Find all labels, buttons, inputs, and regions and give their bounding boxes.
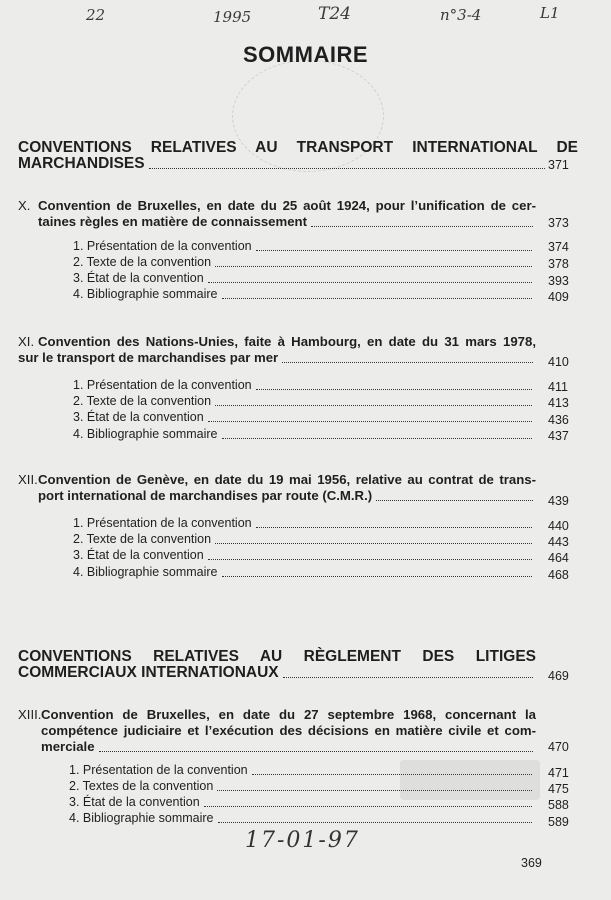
page-number: 468 [548,568,569,582]
entry-title-line: port international de marchandises par route (C.M.R.) [38,488,373,503]
page-number: 413 [548,396,569,410]
entry-number: XI. [18,334,35,349]
section-heading-line: CONVENTIONS RELATIVES AU RÈGLEMENT DES LITIGES [18,648,536,665]
page-title: SOMMAIRE [243,42,368,67]
section-heading-line: CONVENTIONS RELATIVES AU TRANSPORT INTERNATIONAL DE [18,139,578,156]
handwritten-number: 22 [86,6,106,24]
entry-title-line: Convention de Bruxelles, en date du 27 septembre 1968, concernant la [41,707,536,722]
toc-item: 4. Bibliographie sommaire [73,286,535,302]
entry-title-line: compétence judiciaire et l’exécution des décisions en matière civile et com- [41,723,536,738]
page-number: 440 [548,519,569,533]
entry-title-line: Convention des Nations-Unies, faite à Hambourg, en date du 31 mars 1978, [38,334,536,349]
page-number: 443 [548,535,569,549]
entry-title-line: taines règles en matière de connaissement [38,214,307,229]
page-number: 409 [548,290,569,304]
page-number: 439 [548,494,569,508]
entry-number: X. [18,198,31,213]
toc-item: 2. Texte de la convention [73,393,535,409]
page-number: 411 [548,380,568,394]
toc-item: 1. Présentation de la convention [69,762,535,778]
convention-entry [18,472,536,504]
page-number: 470 [548,740,569,754]
toc-item: 1. Présentation de la convention [73,377,535,393]
section-heading [18,140,578,172]
toc-item: 3. État de la convention [73,547,535,563]
toc-item: 2. Texte de la convention [73,254,535,270]
convention-entry [18,198,536,230]
page-number: 437 [548,429,569,443]
handwritten-code: T24 [318,4,351,24]
toc-item: 1. Présentation de la convention [73,238,535,254]
page-number: 410 [548,355,569,369]
entry-title-line: merciale [41,739,95,754]
page-number: 464 [548,551,569,565]
toc-item: 4. Bibliographie sommaire [73,426,535,442]
page-number: 471 [548,766,569,780]
page-number: 378 [548,257,569,271]
toc-item: 1. Présentation de la convention [73,515,535,531]
toc-item: 3. État de la convention [69,794,535,810]
page-number: 475 [548,782,569,796]
handwritten-year: 1995 [213,8,252,26]
page-number: 589 [548,815,569,829]
page-number: 436 [548,413,569,427]
entry-title-line: sur le transport de marchandises par mer [18,350,279,365]
handwritten-date: 17-01-97 [245,828,360,853]
convention-entry [18,334,536,366]
convention-entry [18,707,536,755]
page-number: 469 [548,669,569,683]
entry-number: XIII. [18,707,42,722]
entry-title-line: Convention de Genève, en date du 19 mai 1956, relative au contrat de trans- [38,472,536,487]
page-number: 371 [548,158,569,172]
handwritten-shelf: L1 [540,4,560,22]
page-number: 374 [548,240,569,254]
page-number: 588 [548,798,569,812]
toc-item: 2. Textes de la convention [69,778,535,794]
ink-stamp-mark [400,760,540,800]
entry-number: XII. [18,472,38,487]
section-heading-line: COMMERCIAUX INTERNATIONAUX [18,664,279,681]
toc-item: 3. État de la convention [73,409,535,425]
toc-item: 4. Bibliographie sommaire [69,810,535,826]
page-folio: 369 [521,856,542,870]
section-heading-line: MARCHANDISES [18,155,145,172]
toc-item: 4. Bibliographie sommaire [73,564,535,580]
handwritten-volume: n°3-4 [440,6,482,24]
toc-item: 2. Texte de la convention [73,531,535,547]
page-number: 393 [548,274,569,288]
entry-title-line: Convention de Bruxelles, en date du 25 août 1924, pour l’unification de cer- [38,198,536,213]
page-number: 373 [548,216,569,230]
section-heading [18,649,578,681]
toc-item: 3. État de la convention [73,270,535,286]
